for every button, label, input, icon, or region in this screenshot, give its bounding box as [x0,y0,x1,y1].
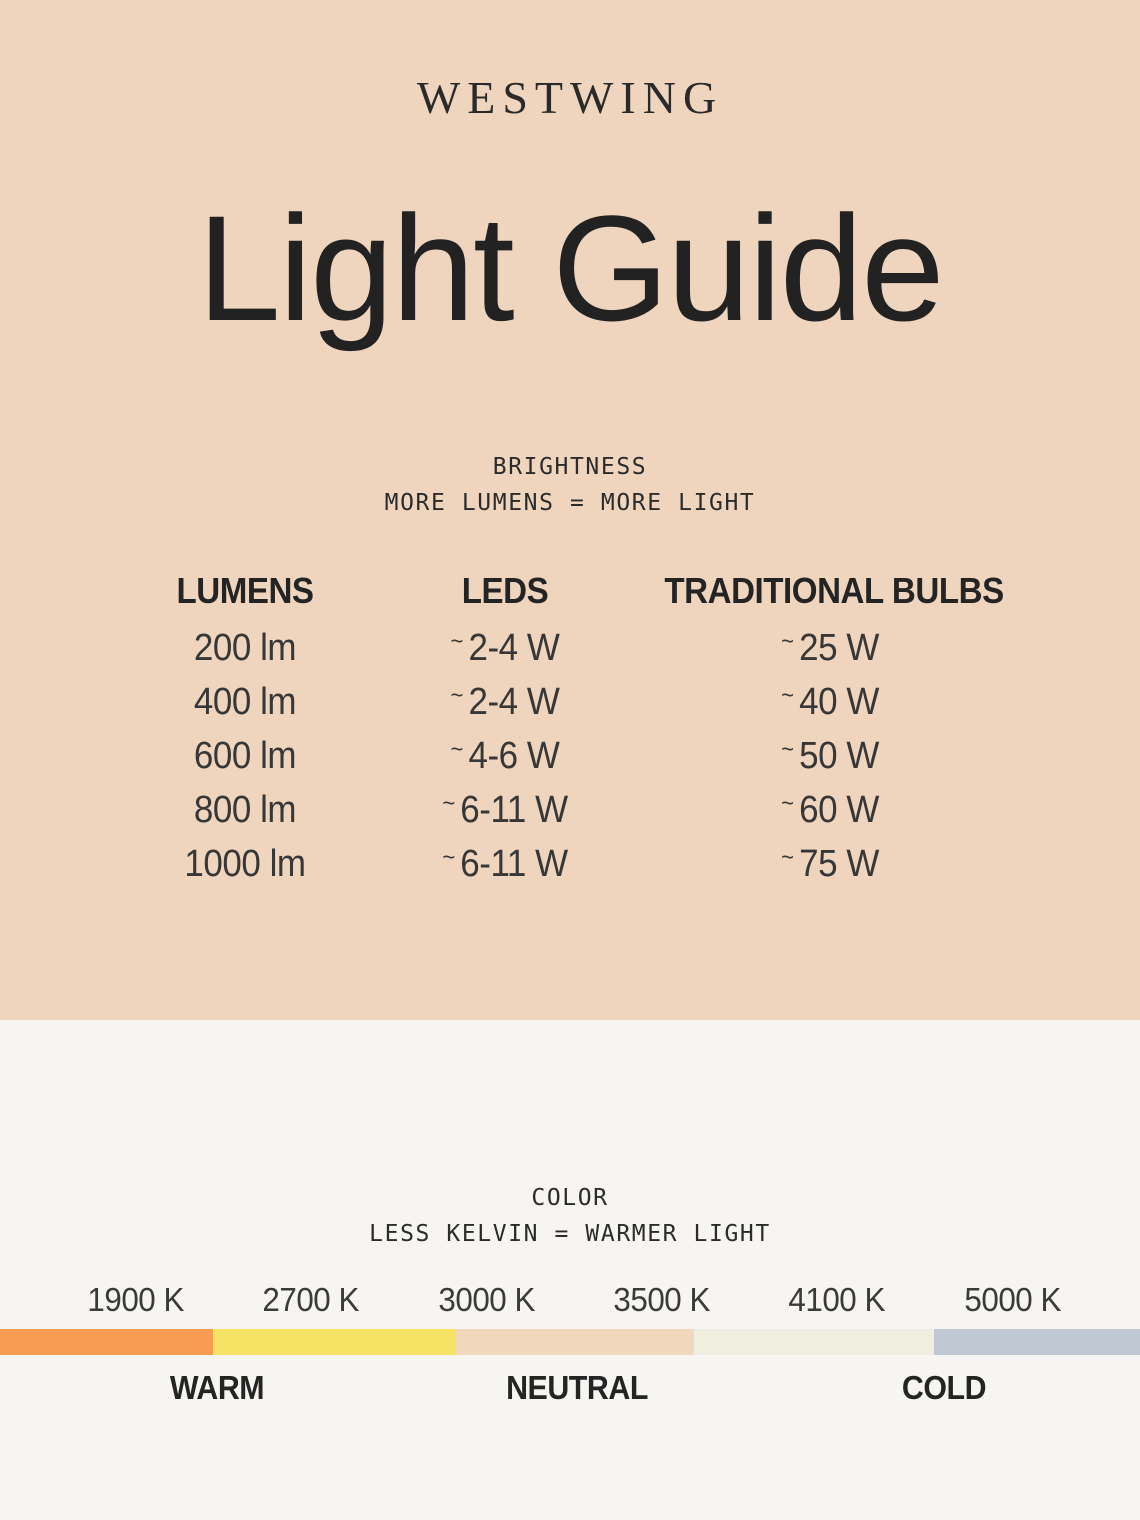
led-wattage-value: 6-11 W [460,842,568,885]
table-cell-lumens: 800 lm [193,788,297,831]
table-cell-bulbs [664,843,995,886]
table-cell-leds [372,681,639,724]
scale-segment-warm-orange [0,1329,213,1355]
kelvin-label-4100: 4100 K [788,1281,886,1318]
bulb-wattage-value: 40 W [799,680,879,723]
brightness-subheading: MORE LUMENS = MORE LIGHT [384,490,756,516]
kelvin-label-3000: 3000 K [438,1281,535,1318]
approx-symbol: ~ [442,843,455,871]
brightness-intro [0,449,1140,521]
table-cell-leds [372,789,639,832]
table-cell-lumens: 200 lm [193,626,297,669]
page-title: Light Guide [197,184,943,352]
temperature-label-neutral: NEUTRAL [506,1369,648,1406]
approx-symbol: ~ [781,627,794,655]
bulb-wattage-value: 75 W [799,842,879,885]
table-cell-bulbs [664,789,995,832]
bulb-wattage-value: 50 W [799,734,879,777]
color-heading: COLOR [531,1185,609,1211]
table-cell-lumens: 600 lm [193,734,297,777]
table-cell-lumens: 1000 lm [184,842,306,885]
temperature-labels [0,1366,1140,1410]
brightness-heading: BRIGHTNESS [492,454,648,480]
bulb-wattage-value: 25 W [799,626,879,669]
approx-symbol: ~ [781,789,794,817]
lumen-conversion-table [130,561,1010,891]
approx-symbol: ~ [450,735,463,763]
table-cell-lumens: 400 lm [193,680,297,723]
table-cell-leds [372,735,639,778]
color-subheading: LESS KELVIN = WARMER LIGHT [369,1221,771,1247]
table-cell-bulbs [664,735,995,778]
approx-symbol: ~ [450,627,463,655]
approx-symbol: ~ [442,789,455,817]
led-wattage-value: 4-6 W [468,734,560,777]
led-wattage-value: 2-4 W [468,680,560,723]
table-cell-bulbs [664,627,995,670]
kelvin-label-2700: 2700 K [262,1281,360,1318]
brand-logo: WESTWING [416,72,724,123]
scale-segment-neutral-peach [455,1329,694,1355]
table-cell-leds [372,843,639,886]
table-cell-bulbs [664,681,995,724]
table-cell-leds [372,627,639,670]
temperature-label-cold: COLD [901,1369,987,1406]
kelvin-label-3500: 3500 K [613,1281,710,1318]
color-temperature-scale-bar [0,1329,1140,1355]
approx-symbol: ~ [781,843,794,871]
led-wattage-value: 6-11 W [460,788,568,831]
color-intro [0,1180,1140,1252]
column-header-lumens: LUMENS [176,570,314,611]
scale-segment-warm-yellow [213,1329,455,1355]
kelvin-label-1900: 1900 K [87,1281,184,1318]
led-wattage-value: 2-4 W [468,626,560,669]
color-temperature-section [0,1020,1140,1520]
column-header-traditional-bulbs: TRADITIONAL BULBS [664,570,1004,611]
bulb-wattage-value: 60 W [799,788,879,831]
temperature-label-warm: WARM [169,1369,265,1406]
scale-segment-cold-blue [934,1329,1140,1355]
approx-symbol: ~ [781,735,794,763]
kelvin-scale-labels [48,1280,1100,1320]
column-header-leds: LEDS [461,570,549,611]
approx-symbol: ~ [781,681,794,709]
approx-symbol: ~ [450,681,463,709]
scale-segment-neutral-cream [694,1329,933,1355]
kelvin-label-5000: 5000 K [964,1281,1061,1318]
